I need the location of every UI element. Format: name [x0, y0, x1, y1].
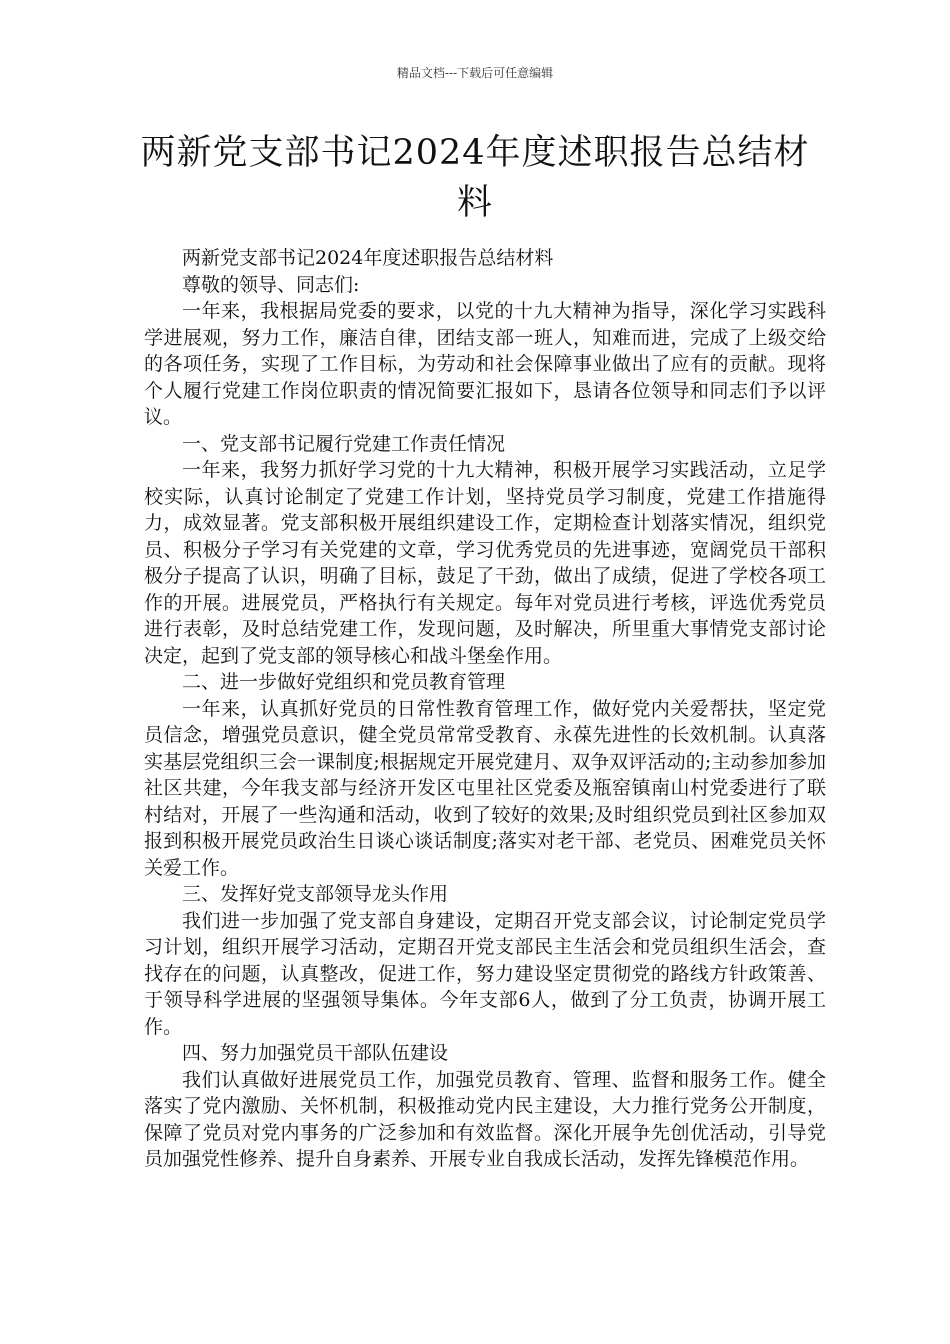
document-body — [144, 245, 826, 1173]
paragraph-section-1: 一年来，我努力抓好学习党的十九大精神，积极开展学习实践活动，立足学校实际，认真讨论制定了党建工作计划，坚持党员学习制度，党建工作措施得力，成效显著。党支部积极开展组织建设工作，定期检查计划落实情况，组织党员、积极分子学习有关党建的文章，学习优秀党员的先进事迹，宽阔党员干部积极分子提高了认识，明确了目标，鼓足了干劲，做出了成绩，促进了学校各项工作的开展。进展党员，严格执行有关规定。每年对党员进行考核，评选优秀党员进行表彰，及时总结党建工作，发现问题，及时解决，所里重大事情党支部讨论决定，起到了党支部的领导核心和战斗堡垒作用。 — [144, 459, 826, 667]
section-heading-4: 四、努力加强党员干部队伍建设 — [182, 1042, 449, 1064]
document-title: 两新党支部书记2024年度述职报告总结材料 — [140, 133, 810, 223]
page-header: 精品文档---下载后可任意编辑 — [396, 66, 554, 80]
paragraph-intro: 一年来，我根据局党委的要求，以党的十九大精神为指导，深化学习实践科学进展观，努力工作，廉洁自律，团结支部一班人，知难而进，完成了上级交给的各项任务，实现了工作目标，为劳动和社会保障事业做出了应有的贡献。现将个人履行党建工作岗位职责的情况简要汇报如下，恳请各位领导和同志们予以评议。 — [144, 300, 826, 428]
paragraph-section-2: 一年来，认真抓好党员的日常性教育管理工作，做好党内关爱帮扶，坚定党员信念，增强党员意识，健全党员常常受教育、永葆先进性的长效机制。认真落实基层党组织三会一课制度;根据规定开展党建月、双争双评活动的;主动参加参加社区共建，今年我支部与经济开发区屯里社区党委及瓶窑镇南山村党委进行了联村结对，开展了一些沟通和活动，收到了较好的效果;及时组织党员到社区参加双报到积极开展党员政治生日谈心谈话制度;落实对老干部、老党员、困难党员关怀关爱工作。 — [144, 697, 826, 879]
paragraph-salutation: 尊敬的领导、同志们: — [182, 273, 360, 296]
section-heading-2: 二、进一步做好党组织和党员教育管理 — [182, 671, 506, 693]
paragraph-subtitle: 两新党支部书记2024年度述职报告总结材料 — [182, 247, 554, 269]
paragraph-section-4: 我们认真做好进展党员工作，加强党员教育、管理、监督和服务工作。健全落实了党内激励、关怀机制，积极推动党内民主建设，大力推行党务公开制度，保障了党员对党内事务的广泛参加和有效监督。深化开展争先创优活动，引导党员加强党性修养、提升自身素养、开展专业自我成长活动，发挥先锋模范作用。 — [144, 1068, 826, 1170]
paragraph-section-3: 我们进一步加强了党支部自身建设，定期召开党支部会议，讨论制定党员学习计划，组织开展学习活动，定期召开党支部民主生活会和党员组织生活会，查找存在的问题，认真整改，促进工作，努力建设坚定贯彻党的路线方针政策善、于领导科学进展的坚强领导集体。今年支部6人，做到了分工负责，协调开展工作。 — [144, 909, 826, 1038]
section-heading-1: 一、党支部书记履行党建工作责任情况 — [182, 432, 506, 455]
section-heading-3: 三、发挥好党支部领导龙头作用 — [182, 883, 449, 905]
